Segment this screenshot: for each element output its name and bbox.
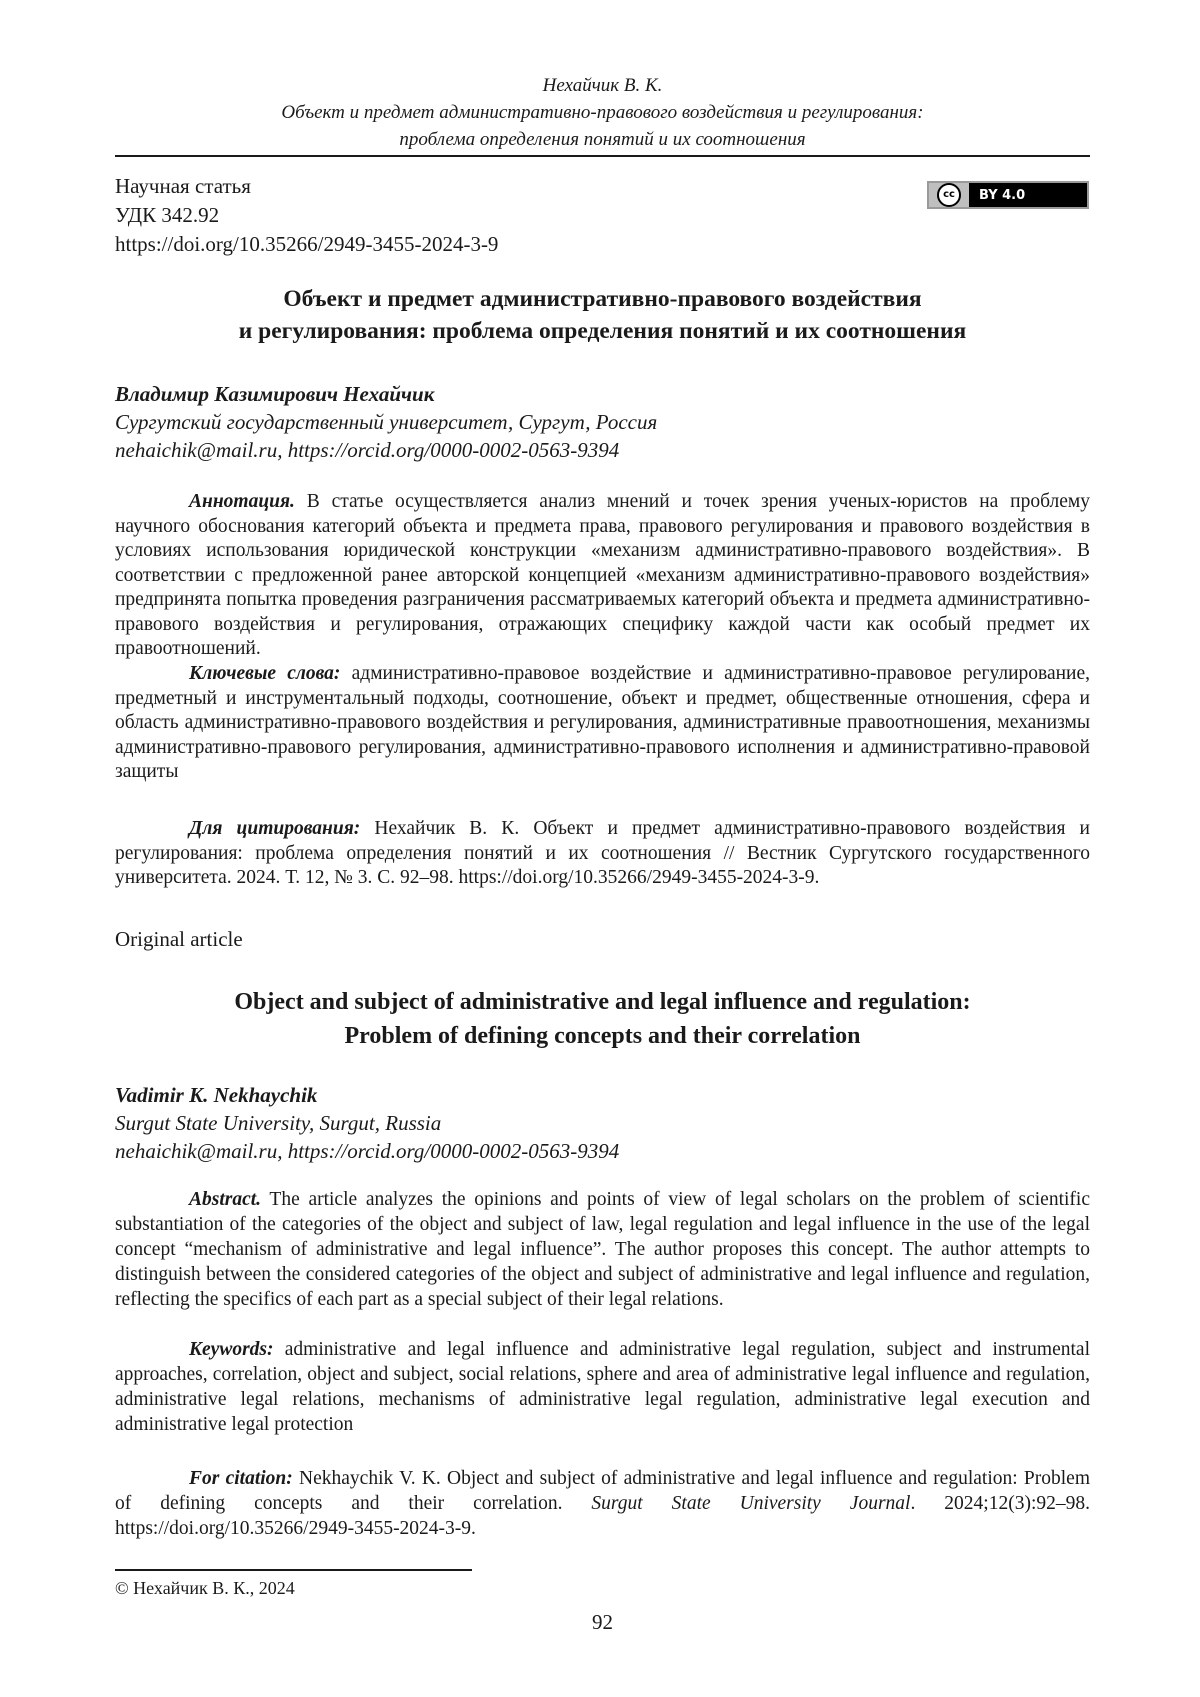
- keywords-en: [115, 1337, 1090, 1437]
- title-ru-line2: и регулирования: проблема определения понятий и их соотношения: [238, 318, 967, 344]
- citation-en-text-1: Nekhaychik V. K. Object and subject of administrative and legal influence and regulation: Problem of defining concepts and their correlation.: [115, 1468, 1090, 1514]
- affiliation-ru: Сургутский государственный университет, Сургут, Россия: [115, 410, 658, 434]
- citation-ru-text: Нехайчик В. К. Объект и предмет административно-правового воздействия и регулирования: проблема определения понятий и их соотношения // Вестник Сургутского государственного университета. 2024. Т. 12, № 3. С. 92–98. https://doi.org/10.35266/2949-3455-2024-3-9.: [115, 818, 1090, 888]
- license-label: BY 4.0: [979, 187, 1026, 203]
- creative-commons-icon: cc: [937, 183, 961, 207]
- page-number: 92: [592, 1610, 613, 1634]
- author-block-en: [115, 1081, 619, 1165]
- keywords-ru-text: административно-правовое воздействие и административно-правовое регулирование, предметный и инструментальный подходы, соотношение, объект и предмет, общественные отношения, сфера и область административно-правового воздействия и регулирования, административные правоотношения, механизмы административно-правового регулирования, административно-правового исполнения и административно-правовой защиты: [115, 663, 1091, 782]
- title-en: [115, 985, 1090, 1053]
- article-type: Научная статья: [115, 174, 251, 198]
- abstract-en-label: Abstract.: [189, 1189, 262, 1210]
- running-head-title-line1: Объект и предмет административно-правового воздействия и регулирования:: [281, 102, 924, 123]
- article-type-en: Original article: [115, 927, 243, 951]
- title-en-line1: Object and subject of administrative and legal influence and regulation:: [234, 989, 971, 1015]
- abstract-en-text: The article analyzes the opinions and points of view of legal scholars on the problem of scientific substantiation of the categories of the object and subject of law, legal regulation and legal influence in the use of the legal concept “mechanism of administrative and legal influence”. The author proposes this concept. The author attempts to distinguish between the considered categories of the object and subject of administrative and legal influence and regulation, reflecting the specifics of each part as a special subject of their legal relations.: [115, 1189, 1090, 1310]
- author-name-ru: Владимир Казимирович Нехайчик: [115, 382, 435, 406]
- doi-link[interactable]: https://doi.org/10.35266/2949-3455-2024-3-9: [115, 232, 499, 256]
- abstract-ru-text: В статье осуществляется анализ мнений и точек зрения ученых-юристов на проблему научного обоснования категорий объекта и предмета права, правового регулирования и правового воздействия в условиях использования юридической конструкции «механизм административно-правового воздействия». В соответствии с предложенной ранее авторской концепцией «механизм административно-правового воздействия» предпринята попытка проведения разграничения рассматриваемых категорий объекта и предмета административно-правового воздействия и регулирования, отражающих специфику каждой части как особый предмет их правоотношений.: [115, 491, 1090, 659]
- author-name-en: Vadimir K. Nekhaychik: [115, 1083, 318, 1107]
- title-en-line2: Problem of defining concepts and their correlation: [344, 1023, 861, 1049]
- article-meta: [115, 172, 498, 259]
- contacts-ru[interactable]: nehaichik@mail.ru, https://orcid.org/0000-0002-0563-9394: [115, 438, 620, 462]
- keywords-ru-label: Ключевые слова:: [189, 663, 341, 684]
- cc-license-badge[interactable]: [927, 181, 1089, 209]
- title-ru-line1: Объект и предмет административно-правового воздействия: [283, 286, 922, 312]
- abstract-en: [115, 1187, 1090, 1312]
- citation-ru-label: Для цитирования:: [189, 818, 361, 839]
- header-rule: [115, 155, 1090, 157]
- contacts-en[interactable]: nehaichik@mail.ru, https://orcid.org/0000-0002-0563-9394: [115, 1139, 620, 1163]
- abstract-ru-label: Аннотация.: [189, 491, 295, 512]
- keywords-ru: [115, 662, 1090, 785]
- citation-en: [115, 1466, 1090, 1541]
- affiliation-en: Surgut State University, Surgut, Russia: [115, 1111, 442, 1135]
- author-block-ru: [115, 380, 657, 464]
- title-ru: [115, 283, 1090, 347]
- running-head-title-line2: проблема определения понятий и их соотношения: [399, 129, 806, 150]
- cc-icon-wrap: [929, 183, 969, 207]
- keywords-en-text: administrative and legal influence and administrative legal regulation, subject and instrumental approaches, correlation, object and subject, social relations, sphere and area of administrative legal influence and regulation, administrative legal relations, mechanisms of administrative legal regulation, administrative legal execution and administrative legal protection: [115, 1339, 1090, 1435]
- udc-code: УДК 342.92: [115, 203, 220, 227]
- citation-en-journal: Surgut State University Journal: [591, 1493, 911, 1514]
- footnote-rule: [115, 1569, 472, 1571]
- copyright-notice: © Нехайчик В. К., 2024: [115, 1578, 295, 1598]
- running-head-author: Нехайчик В. К.: [542, 75, 663, 96]
- citation-en-label: For citation:: [189, 1468, 293, 1489]
- running-head: [115, 72, 1090, 153]
- citation-ru: [115, 817, 1090, 891]
- citation-en-text-2: . 2024;12(3):92–98. https://doi.org/10.35266/2949-3455-2024-3-9.: [115, 1493, 1090, 1539]
- abstract-ru: [115, 490, 1090, 662]
- keywords-en-label: Keywords:: [189, 1339, 274, 1360]
